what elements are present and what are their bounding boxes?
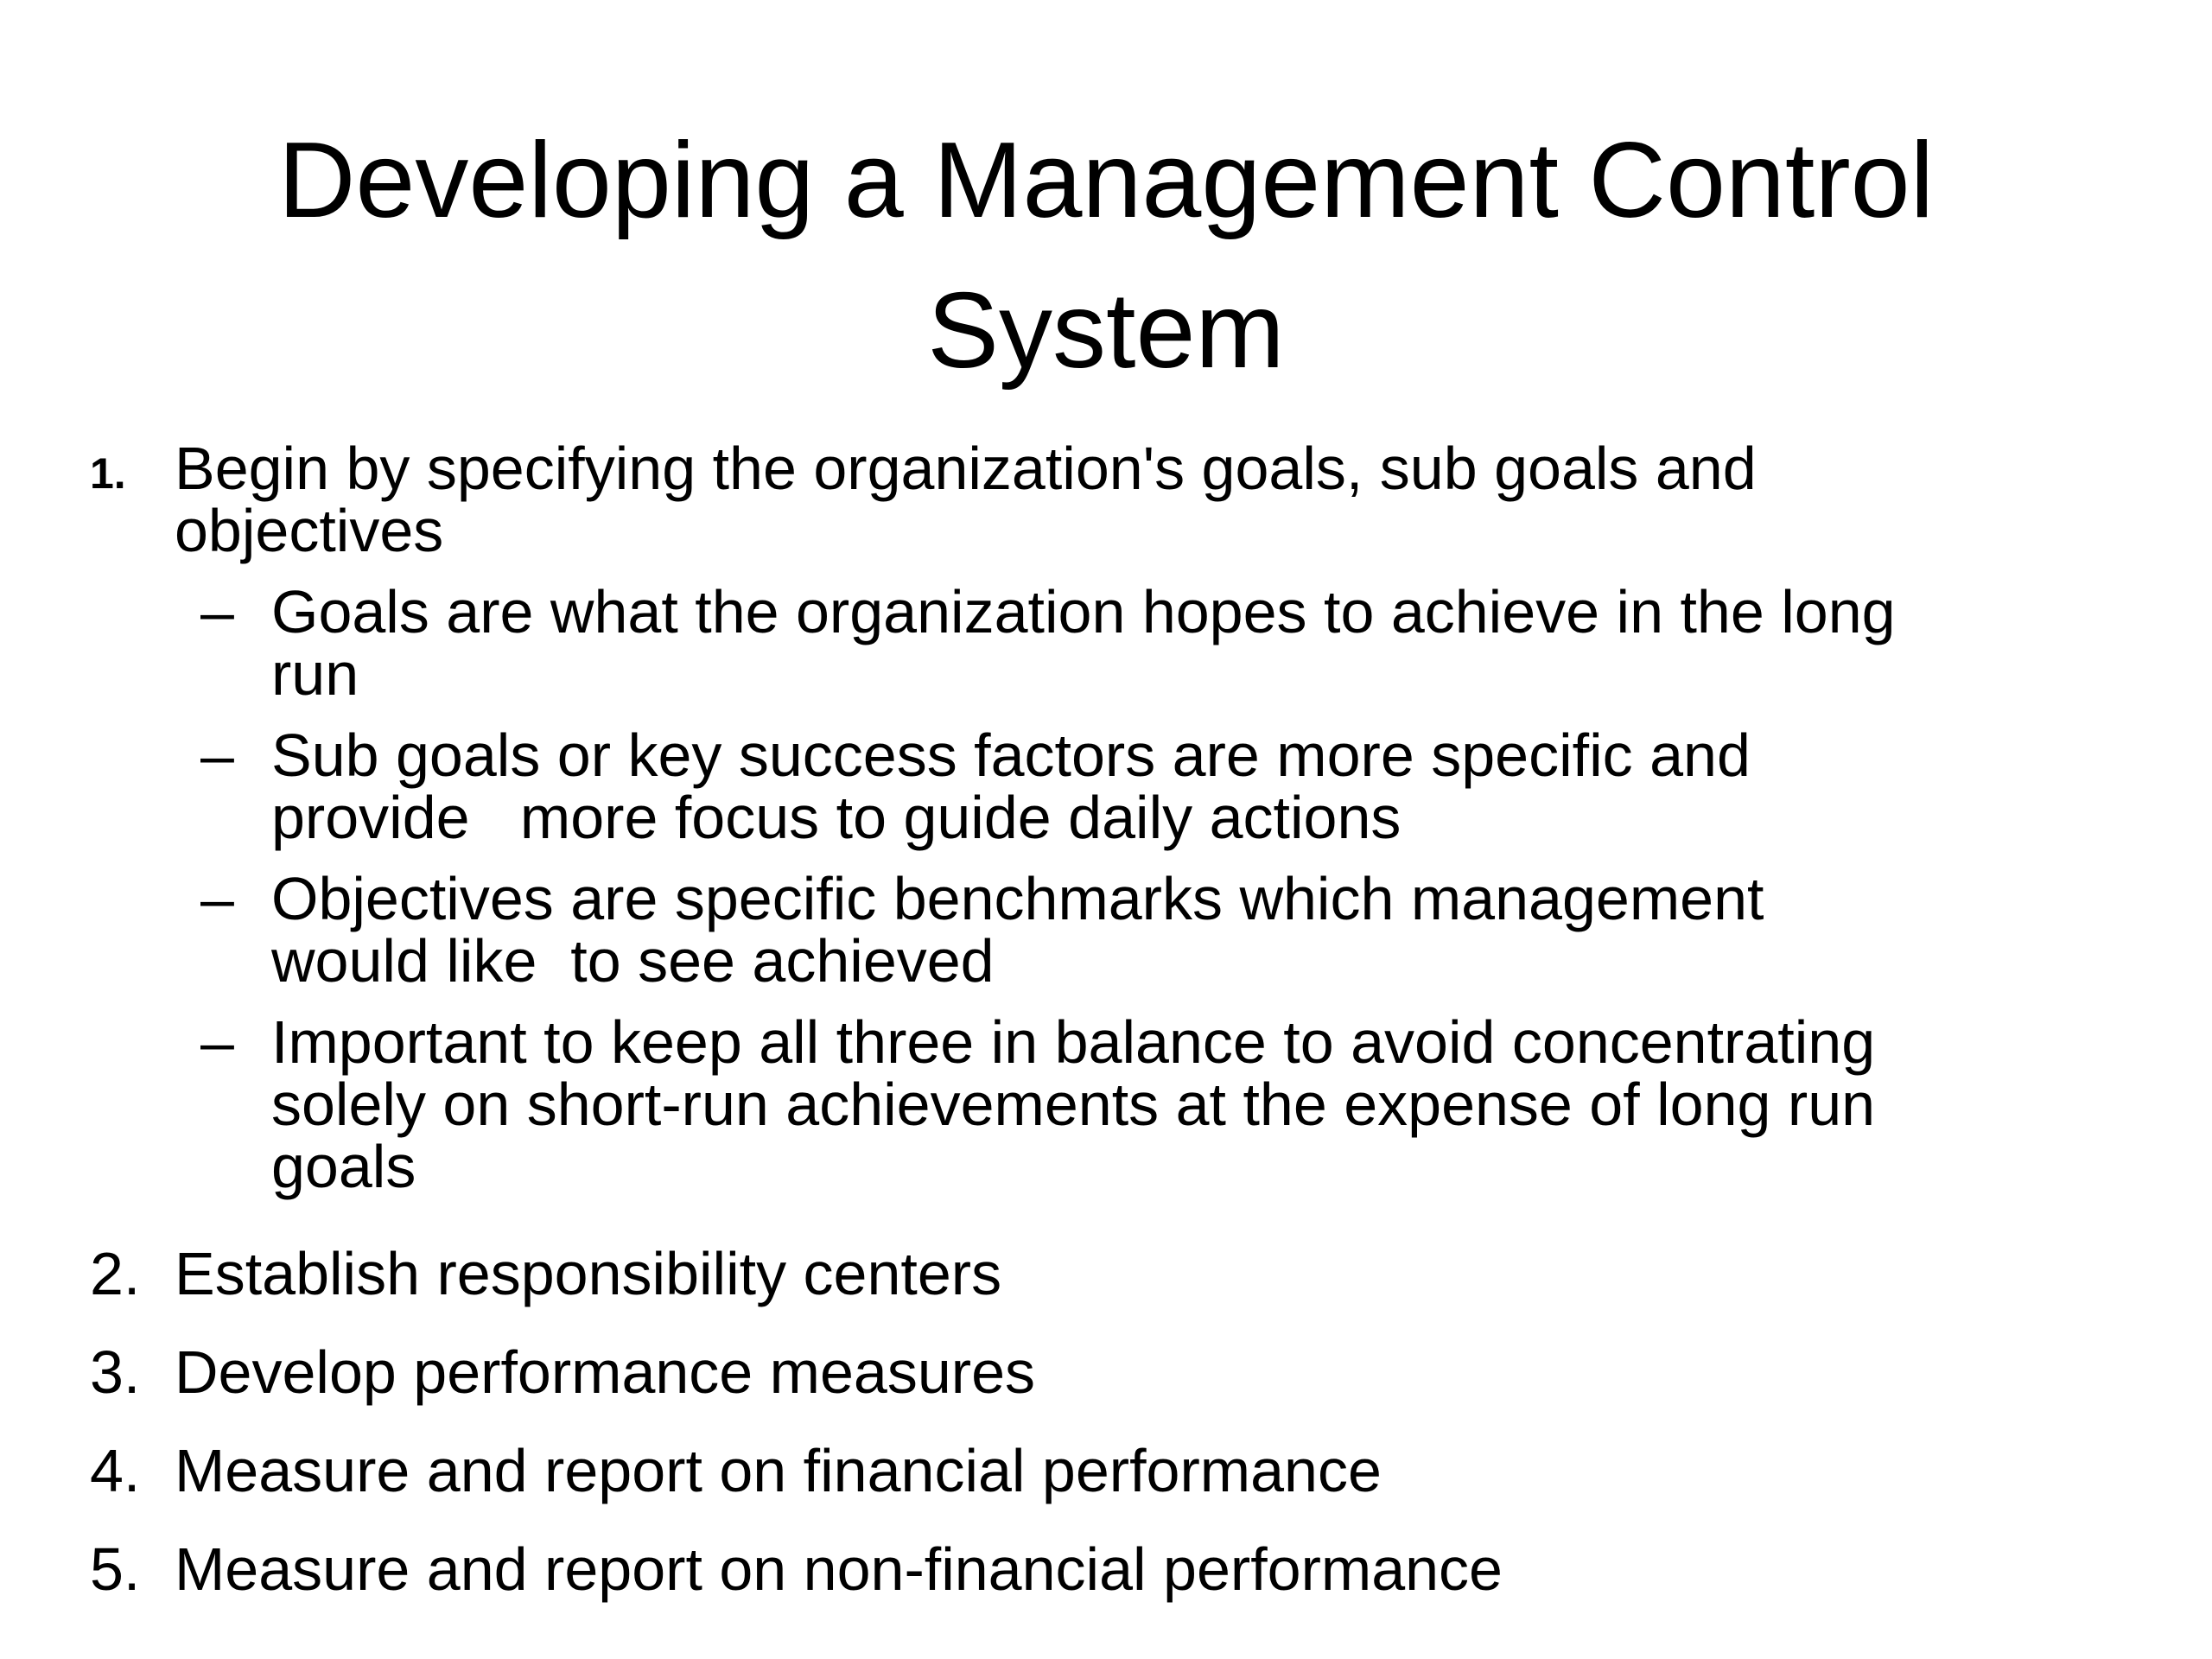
list-item-3-number: 3. xyxy=(90,1338,141,1406)
sub-bullet-3-line-2: would like to see achieved xyxy=(271,927,995,995)
sub-bullet-2-line-2: provide more focus to guide daily actions xyxy=(271,784,1402,851)
list-item-1-number: 1. xyxy=(90,449,126,498)
sub-bullet-4-text xyxy=(271,1008,2172,1200)
sub-bullet-4-line-3: goals xyxy=(271,1133,416,1200)
slide-title-line-1: Developing a Management Control xyxy=(277,121,1935,240)
list-item-1-line-2: objectives xyxy=(175,497,444,564)
sub-bullet-1-marker: – xyxy=(200,578,234,645)
sub-bullet-3-line-1: Objectives are specific benchmarks which management xyxy=(271,865,1764,932)
list-item-5-number: 5. xyxy=(90,1535,141,1603)
list-item-2-number: 2. xyxy=(90,1240,141,1307)
list-item-3-text: Develop performance measures xyxy=(175,1338,1036,1406)
list-item-5-text: Measure and report on non-financial performance xyxy=(175,1535,1503,1603)
slide-title-line-2: System xyxy=(927,271,1285,391)
list-item-2-text: Establish responsibility centers xyxy=(175,1240,1002,1307)
sub-bullet-4-line-1: Important to keep all three in balance to avoid concentrating xyxy=(271,1008,1876,1076)
sub-bullet-1-line-1: Goals are what the organization hopes to achieve in the long xyxy=(271,578,1896,645)
sub-bullet-1-line-2: run xyxy=(271,640,359,708)
sub-bullet-2-text xyxy=(271,721,2172,851)
list-item-4-text: Measure and report on financial performance xyxy=(175,1437,1382,1504)
list-item-4-number: 4. xyxy=(90,1437,141,1504)
sub-bullet-2-line-1: Sub goals or key success factors are more specific and xyxy=(271,721,1751,789)
sub-bullet-4-line-2: solely on short-run achievements at the expense of long run xyxy=(271,1071,1876,1138)
list-item-1-line-1: Begin by specifying the organization's goals, sub goals and xyxy=(175,435,1757,502)
sub-bullet-1-text xyxy=(271,578,2172,708)
sub-bullet-4-marker: – xyxy=(200,1008,234,1076)
list-item-1-text xyxy=(175,437,2119,562)
sub-bullet-2-marker: – xyxy=(200,721,234,789)
sub-bullet-3-text xyxy=(271,865,2172,995)
sub-bullet-3-marker: – xyxy=(200,865,234,932)
